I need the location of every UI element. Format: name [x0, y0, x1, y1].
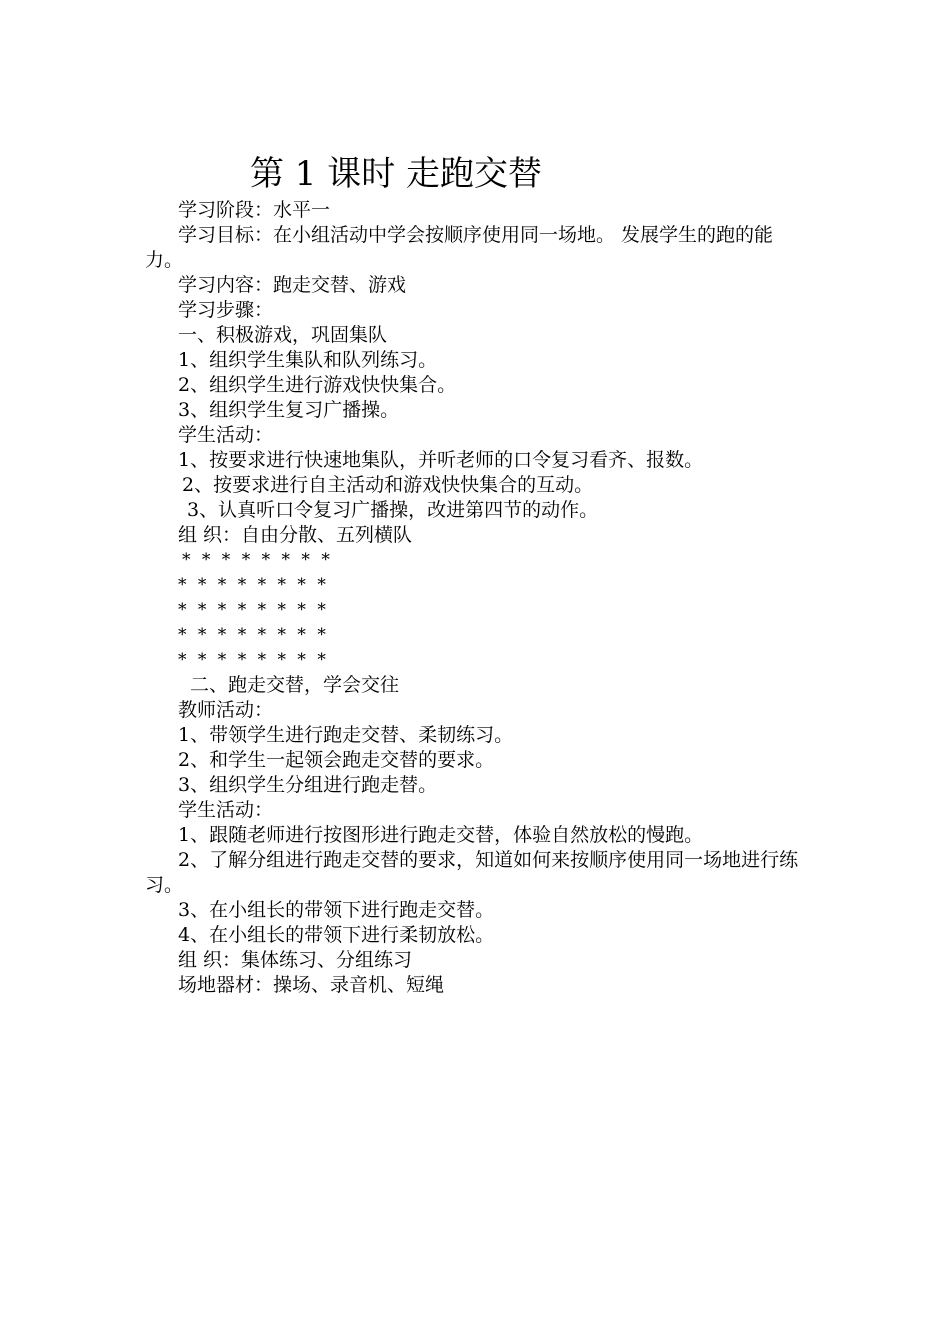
- teacher-activity-1: 1、带领学生进行跑走交替、柔韧练习。: [178, 724, 514, 746]
- learning-goal: 学习目标：在小组活动中学会按顺序使用同一场地。 发展学生的跑的能力。: [145, 224, 774, 271]
- section-one-heading: 一、积极游戏，巩固集队: [178, 324, 388, 346]
- student-step-2: 2、按要求进行自主活动和游戏快快集合的互动。: [182, 474, 594, 496]
- teacher-activity-3: 3、组织学生分组进行跑走替。: [178, 774, 438, 796]
- formation-row-1: * * * * * * * *: [182, 550, 333, 570]
- venue-equipment: 场地器材：操场、录音机、短绳: [178, 974, 445, 996]
- student-activity-2-4: 4、在小组长的带领下进行柔韧放松。: [178, 924, 495, 946]
- student-step-1: 1、按要求进行快速地集队，并听老师的口令复习看齐、报数。: [178, 449, 704, 471]
- learning-content: 学习内容：跑走交替、游戏: [178, 274, 407, 296]
- formation-row-5: * * * * * * * *: [178, 650, 329, 670]
- teacher-step-1: 1、组织学生集队和队列练习。: [178, 349, 438, 371]
- student-activity-label: 学生活动：: [178, 424, 274, 446]
- student-activity-2-2: 2、了解分组进行跑走交替的要求，知道如何来按顺序使用同一场地进行练习。: [145, 849, 799, 896]
- formation-row-4: * * * * * * * *: [178, 625, 329, 645]
- organization-one: 组 织：自由分散、五列横队: [178, 524, 413, 546]
- student-step-3: 3、认真听口令复习广播操，改进第四节的动作。: [187, 499, 599, 521]
- teacher-step-2: 2、组织学生进行游戏快快集合。: [178, 374, 457, 396]
- student-activity-label-2: 学生活动：: [178, 799, 274, 821]
- section-two-heading: 二、跑走交替，学会交往: [190, 674, 400, 696]
- teacher-activity-2: 2、和学生一起领会跑走交替的要求。: [178, 749, 495, 771]
- teacher-activity-label: 教师活动：: [178, 699, 274, 721]
- document-body: [145, 198, 810, 998]
- organization-two: 组 织：集体练习、分组练习: [178, 949, 413, 971]
- lesson-title: 第 1 课时 走跑交替: [250, 154, 543, 194]
- teacher-step-3: 3、组织学生复习广播操。: [178, 399, 400, 421]
- formation-row-3: * * * * * * * *: [178, 600, 329, 620]
- student-activity-2-1: 1、跟随老师进行按图形进行跑走交替，体验自然放松的慢跑。: [178, 824, 704, 846]
- student-activity-2-3: 3、在小组长的带领下进行跑走交替。: [178, 899, 495, 921]
- learning-steps-label: 学习步骤：: [178, 299, 274, 321]
- learning-stage: 学习阶段：水平一: [178, 199, 331, 221]
- formation-row-2: * * * * * * * *: [178, 575, 329, 595]
